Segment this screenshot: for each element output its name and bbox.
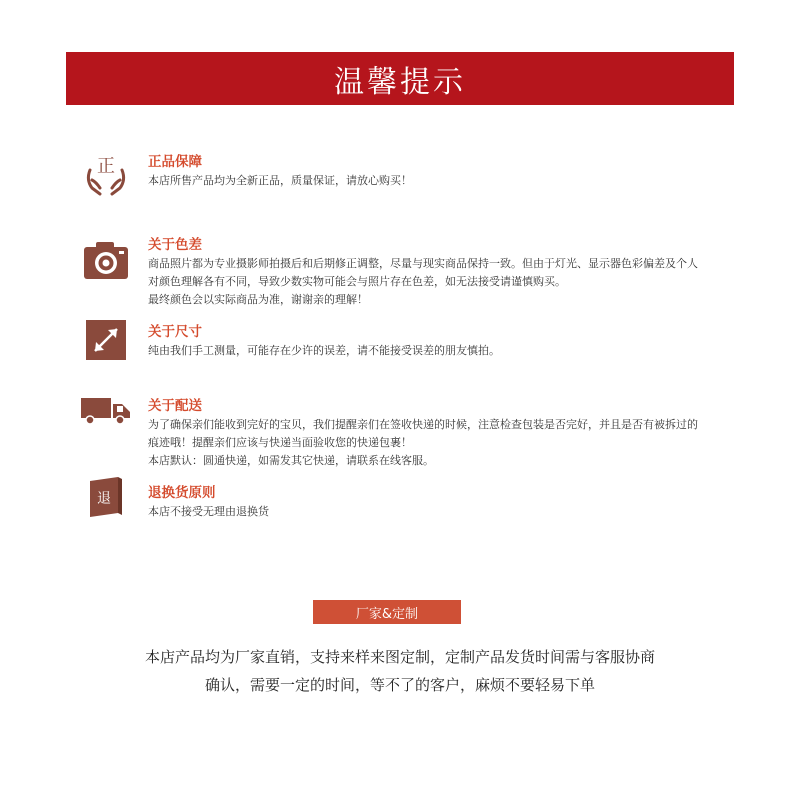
custom-text-line: 确认，需要一定的时间，等不了的客户，麻烦不要轻易下单 [204,676,595,694]
section-color [80,233,780,309]
camera-icon [80,235,132,287]
section-size [80,320,780,366]
return-book-icon [86,475,126,519]
section-title: 关于尺寸 [148,324,202,340]
section-title: 正品保障 [148,154,202,170]
section-body [148,172,780,190]
section-line: 为了确保亲们能收到完好的宝贝，我们提醒亲们在签收快递的时候，注意检查包装是否完好，并且是否有被拆过的 [148,418,698,431]
section-line: 本店所售产品均为全新正品，质量保证，请放心购买！ [148,174,412,187]
delivery-truck-icon [80,392,132,444]
page-title: 温馨提示 [334,64,466,100]
section-body [148,255,780,309]
custom-label: 厂家&定制 [355,606,419,622]
return-glyph: 退 [97,491,111,507]
section-title: 退换货原则 [148,485,216,501]
section-delivery [80,394,780,470]
header-banner [66,52,734,105]
section-body [148,416,780,470]
section-line: 纯由我们手工测量，可能存在少许的误差，请不能接受误差的朋友慎拍。 [148,344,500,357]
resize-arrow-icon [86,320,126,360]
section-line: 最终颜色会以实际商品为准，谢谢亲的理解！ [148,293,368,306]
section-line: 本店默认：圆通快递，如需发其它快递，请联系在线客服。 [148,454,434,467]
section-title: 关于色差 [148,237,202,253]
section-line: 痕迹哦！提醒亲们应该与快递当面验收您的快递包裹！ [148,436,412,449]
custom-text-line: 本店产品均为厂家直销，支持来样来图定制，定制产品发货时间需与客服协商 [144,648,655,666]
custom-banner [313,600,461,624]
section-line: 本店不接受无理由退换货 [148,505,269,518]
section-return [80,481,780,527]
section-body [148,503,780,521]
section-line: 对颜色理解各有不同，导致少数实物可能会与照片存在色差，如无法接受请谨慎购买。 [148,275,566,288]
section-title: 关于配送 [148,398,202,414]
section-body [148,342,780,360]
section-genuine [80,150,780,196]
genuine-hands-icon [80,150,132,202]
genuine-glyph: 正 [97,156,115,177]
section-line: 商品照片都为专业摄影师拍摄后和后期修正调整，尽量与现实商品保持一致。但由于灯光、显示器色彩偏差及个人 [148,257,698,270]
